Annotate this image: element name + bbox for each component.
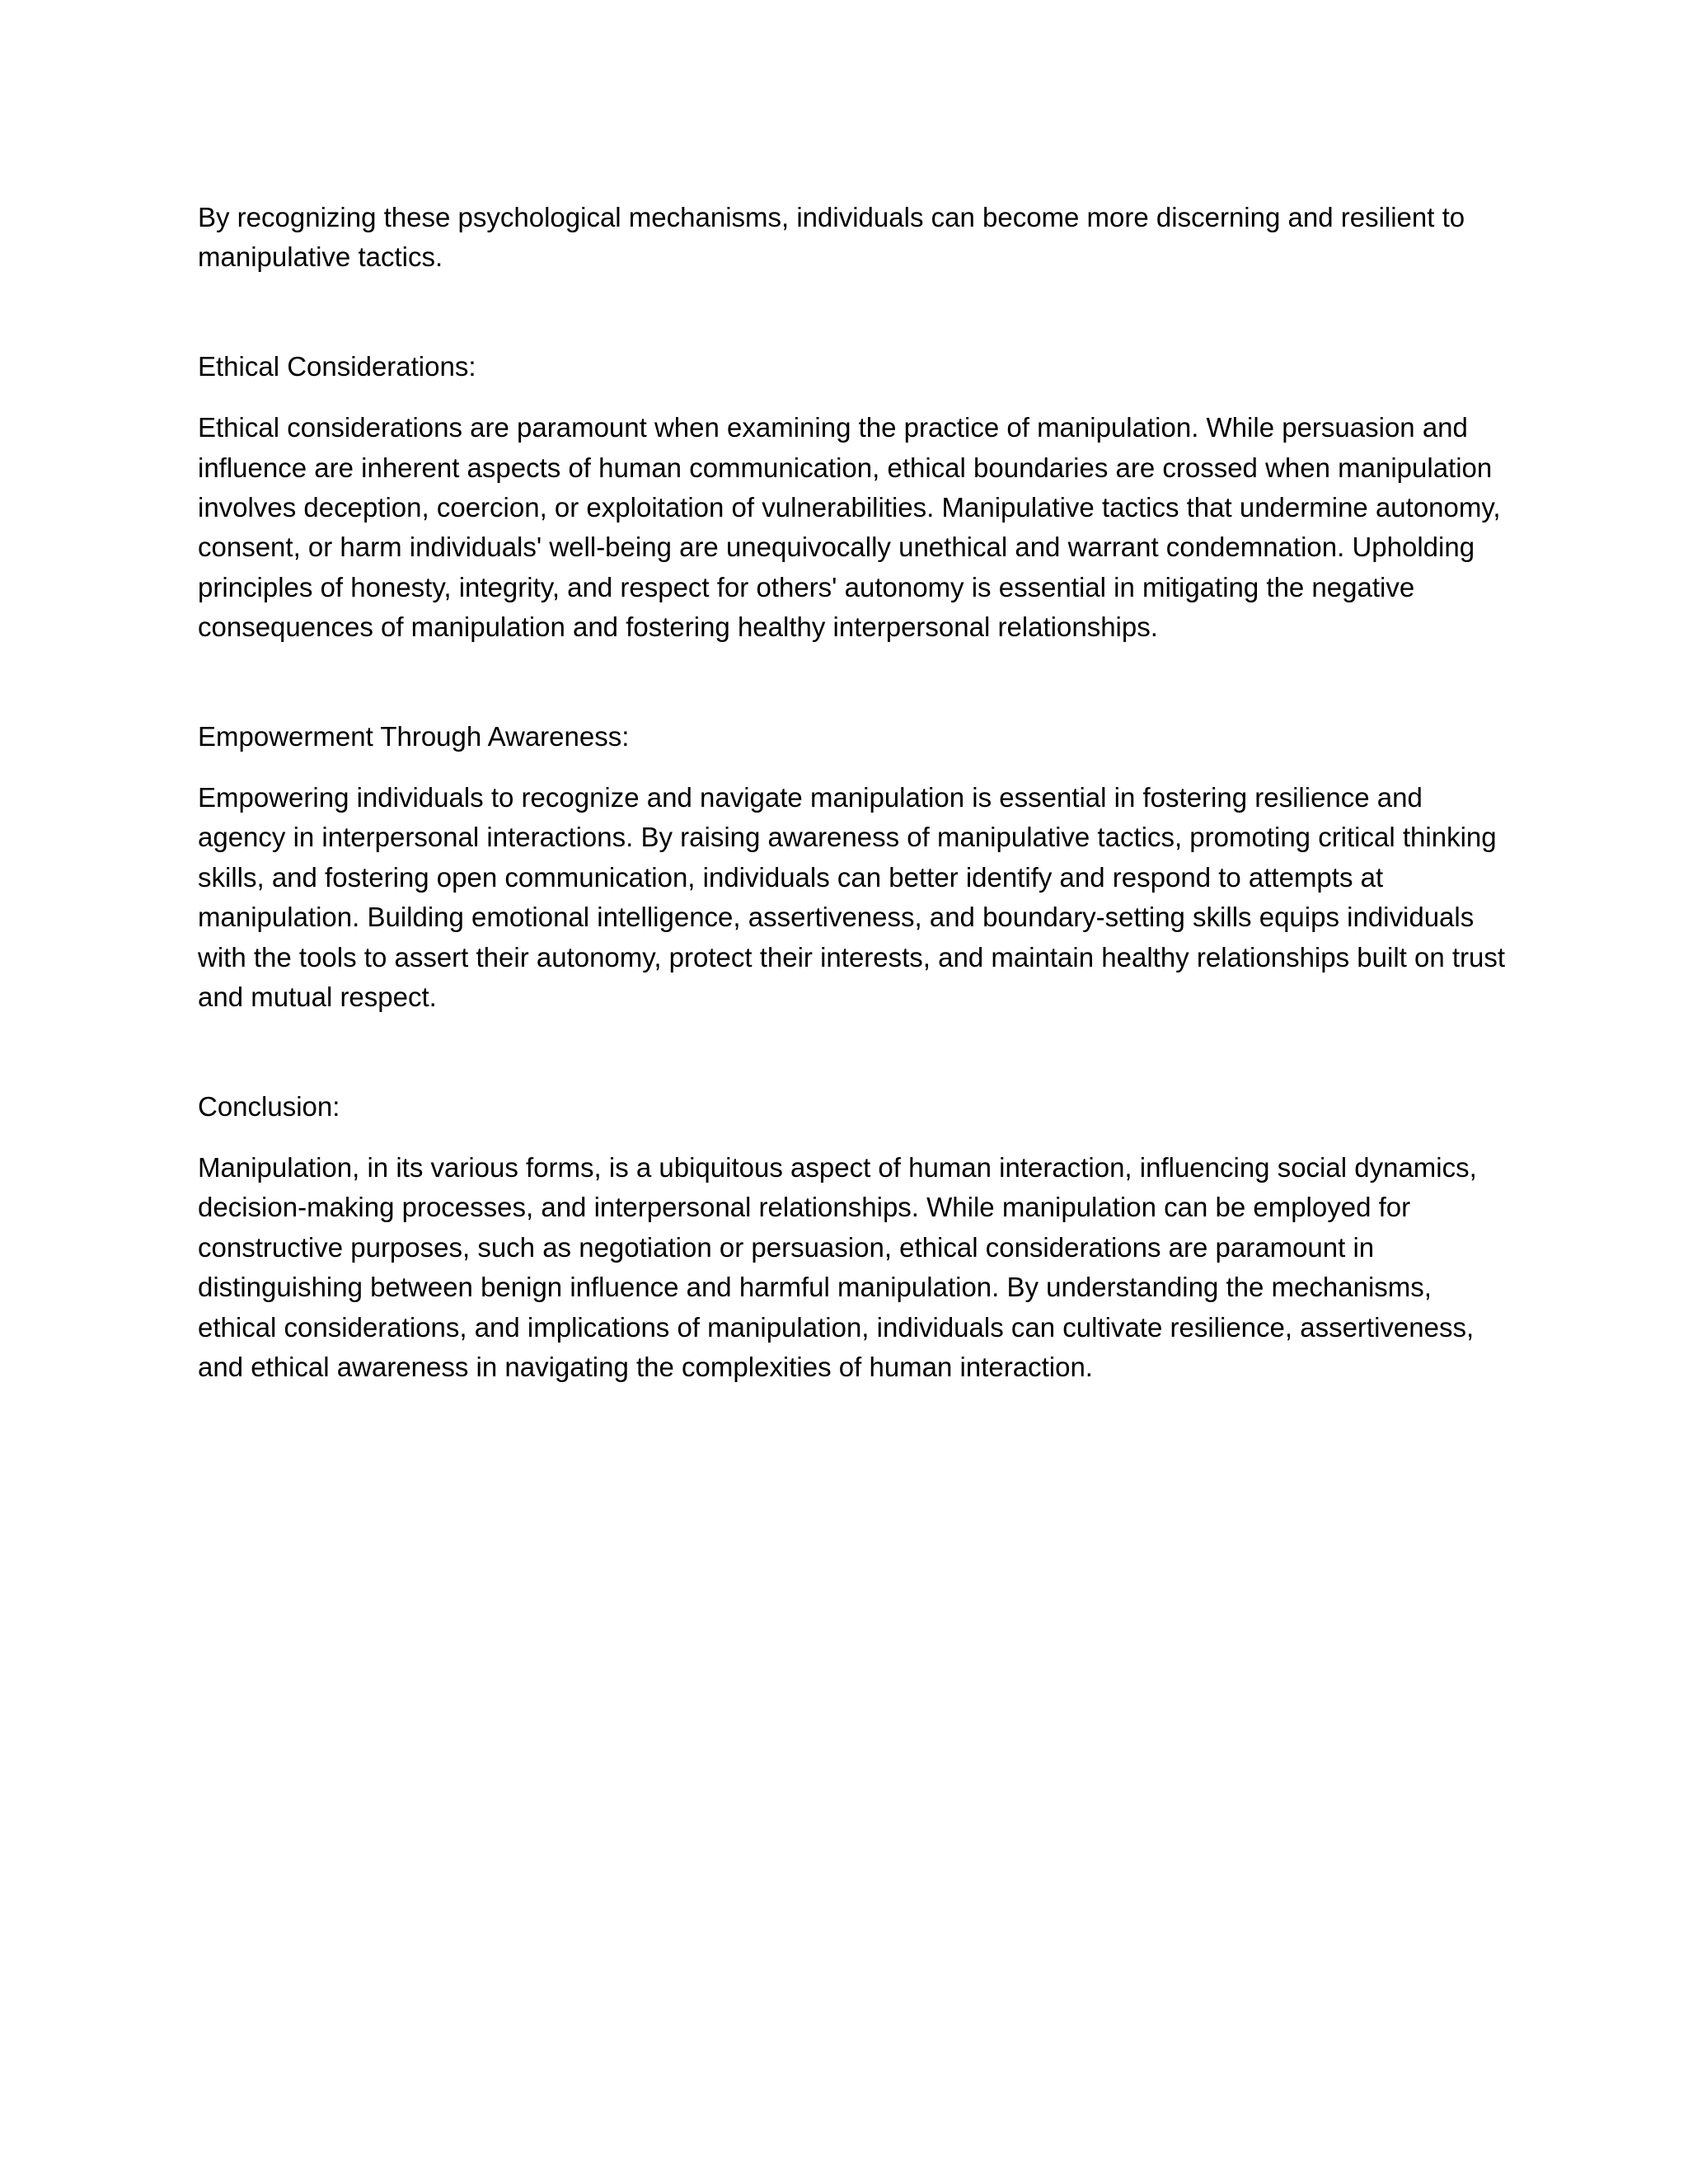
section-spacer [198, 1018, 1517, 1087]
section-heading-ethical-considerations: Ethical Considerations: [198, 350, 476, 382]
heading-spacer [198, 387, 1517, 408]
section-body-ethical-considerations: Ethical considerations are paramount when examining the practice of manipulation. While persuasion and influence are inherent aspects of human communication, ethical boundaries are crossed when manipulation involves deception, coercion, or exploitation of vulnerabilities. Manipulative tactics that undermine autonomy, consent, or harm individuals' well-being are unequivocally unethical and warrant condemnation. Upholding principles of honesty, integrity, and respect for others' autonomy is essential in mitigating the negative consequences of manipulation and fostering healthy interpersonal relationships. [198, 412, 1501, 643]
section-spacer [198, 648, 1517, 717]
intro-paragraph: By recognizing these psychological mechanisms, individuals can become more discerning and resilient to manipulative tactics. [198, 202, 1465, 273]
heading-spacer [198, 1127, 1517, 1148]
heading-spacer [198, 757, 1517, 778]
section-heading-empowerment: Empowerment Through Awareness: [198, 720, 630, 752]
section-body-empowerment: Empowering individuals to recognize and navigate manipulation is essential in fostering resilience and agency in interpersonal interactions. By raising awareness of manipulative tactics, promoting critical thinking skills, and fostering open communication, individuals can better identify and respond to attempts at manipulation. Building emotional intelligence, assertiveness, and boundary-setting skills equips individuals with the tools to assert their autonomy, protect their interests, and maintain healthy relationships built on trust and mutual respect. [198, 782, 1506, 1013]
document-body [198, 198, 1517, 1387]
section-spacer [198, 278, 1517, 347]
section-heading-conclusion: Conclusion: [198, 1090, 340, 1122]
section-body-conclusion: Manipulation, in its various forms, is a ubiquitous aspect of human interaction, influencing social dynamics, decision-making processes, and interpersonal relationships. While manipulation can be employed for constructive purposes, such as negotiation or persuasion, ethical considerations are paramount in distinguishing between benign influence and harmful manipulation. By understanding the mechanisms, ethical considerations, and implications of manipulation, individuals can cultivate resilience, assertiveness, and ethical awareness in navigating the complexities of human interaction. [198, 1151, 1477, 1382]
